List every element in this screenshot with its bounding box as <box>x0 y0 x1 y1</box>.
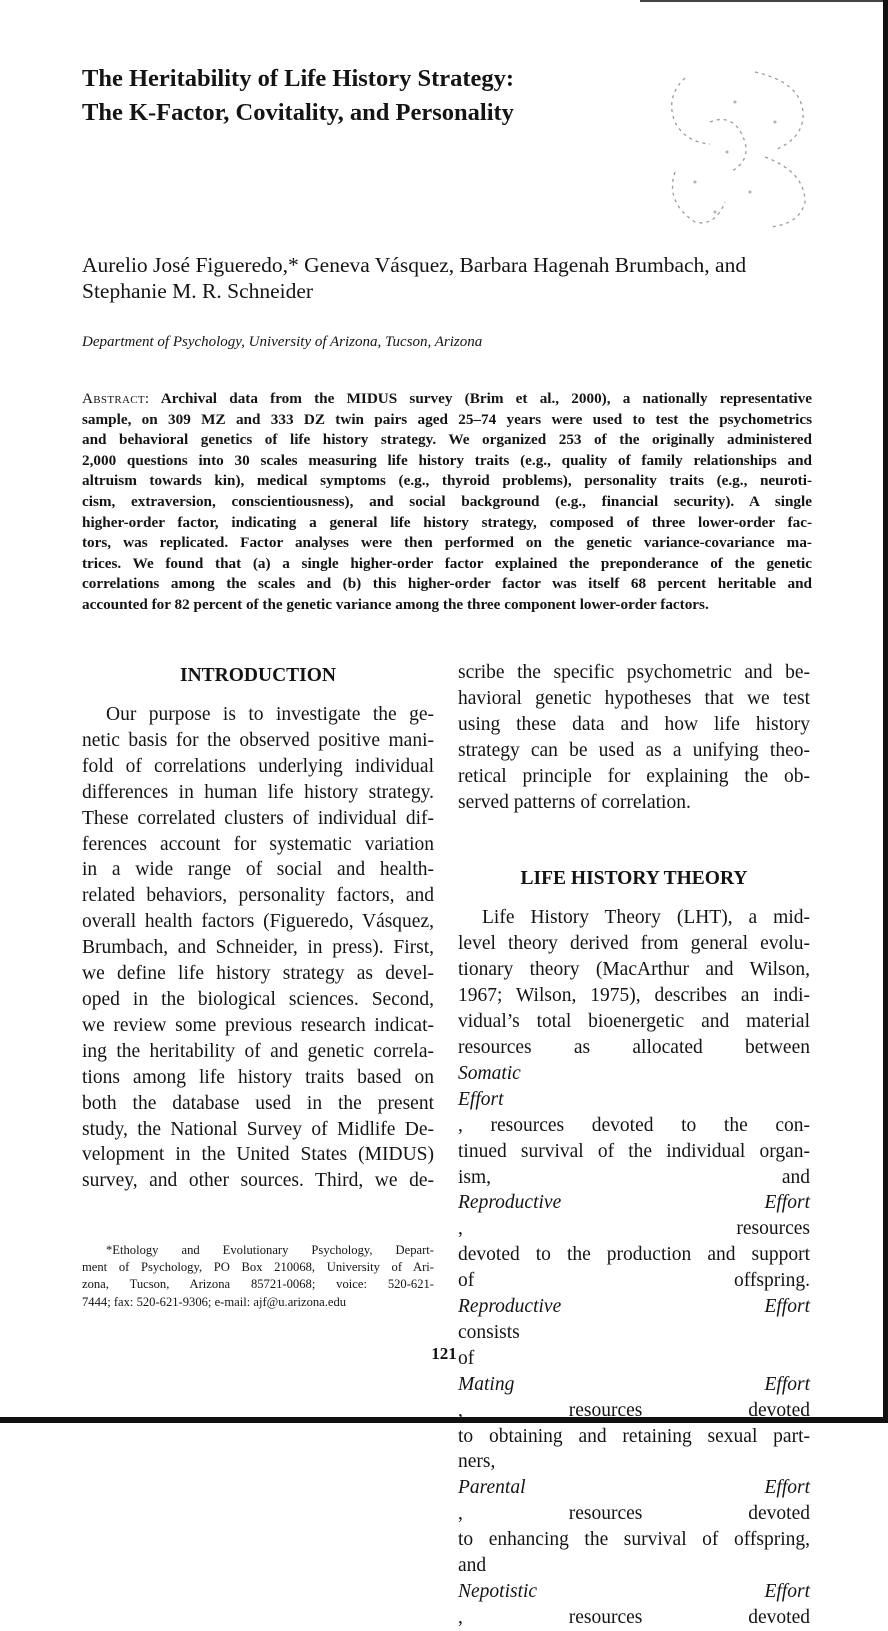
term-reproductive-effort: Reproductive Effort <box>458 1192 810 1214</box>
abstract-line: altruism towards kin), medical symptoms (e.g., thyroid problems), personality traits (e.g., neuroti- <box>82 472 812 490</box>
text-line: both the database used in the present <box>82 1092 434 1114</box>
text-line: ferences account for systematic variation <box>82 833 434 855</box>
introduction-paragraph <box>82 702 434 1194</box>
authors-line-2: Stephanie M. R. Schneider <box>82 279 314 303</box>
right-column <box>458 660 810 1631</box>
abstract-line: correlations among the scales and (b) this higher-order factor was itself 68 percent heritable and <box>82 575 812 593</box>
text-line: 1967; Wilson, 1975), describes an indi- <box>458 985 810 1007</box>
text-line: tinued survival of the individual organ- <box>458 1140 810 1162</box>
text-line: overall health factors (Figueredo, Vásquez, <box>82 911 434 933</box>
text-line: and Nepotistic Effort , resources devoted <box>458 1555 810 1628</box>
text-line: Effort , resources devoted to the con- <box>458 1088 810 1136</box>
text-line: tionary theory (MacArthur and Wilson, <box>458 959 810 981</box>
abstract-line: and behavioral genetics of life history strategy. We organized 253 of the originally administered <box>82 431 812 449</box>
term-effort: Effort <box>458 1088 504 1110</box>
text-line: we review some previous research indicat- <box>82 1014 434 1036</box>
text-line: oped in the biological sciences. Second, <box>82 988 434 1010</box>
text-line: retical principle for explaining the ob- <box>458 765 810 787</box>
term-reproductive-effort: Reproductive Effort <box>458 1296 810 1318</box>
text-line: devoted to the production and support <box>458 1244 810 1266</box>
text-line: havioral genetic hypotheses that we test <box>458 687 810 709</box>
text-line: These correlated clusters of individual dif- <box>82 807 434 829</box>
section-heading-introduction: INTRODUCTION <box>179 665 337 686</box>
abstract-line: higher-order factor, indicating a general life history strategy, composed of three lower-order fac- <box>82 513 812 531</box>
journal-logo-emblem-icon <box>655 62 815 230</box>
abstract-line: tors, was replicated. Factor analyses were then performed on the genetic variance-covariance ma- <box>82 534 812 552</box>
text-line: vidual’s total bioenergetic and material <box>458 1011 810 1033</box>
text-line: in a wide range of social and health- <box>82 859 434 881</box>
term-somatic: Somatic <box>458 1062 521 1084</box>
footnote-line: ment of Psychology, PO Box 210068, University of Ari- <box>82 1260 434 1275</box>
term-nepotistic-effort: Nepotistic Effort <box>458 1581 810 1602</box>
footnote-line: zona, Tucson, Arizona 85721-0068; voice: 520-621- <box>82 1277 434 1292</box>
text-line: using these data and how life history <box>458 713 810 735</box>
text-line: scribe the specific psychometric and be- <box>458 662 810 683</box>
affiliation: Department of Psychology, University of Arizona, Tucson, Arizona <box>82 334 483 350</box>
frame-right-edge <box>883 0 888 1423</box>
left-column <box>82 660 434 1194</box>
title-line-2: The K-Factor, Covitality, and Personality <box>82 99 514 126</box>
page-number: 121 <box>431 1344 457 1363</box>
abstract-line: Abstract: Archival data from the MIDUS survey (Brim et al., 2000), a nationally representative <box>82 390 812 407</box>
text-line: served patterns of correlation. <box>458 791 691 813</box>
text-line: differences in human life history strategy. <box>82 781 434 803</box>
text-line: we define life history strategy as devel- <box>82 963 434 985</box>
text-line: survey, and other sources. Third, we de- <box>82 1170 434 1192</box>
text-line: to obtaining and retaining sexual part- <box>458 1425 810 1447</box>
text-line: fold of correlations underlying individual <box>82 755 434 777</box>
introduction-continued-paragraph <box>458 660 810 815</box>
abstract-line: cism, extraversion, conscientiousness), and social background (e.g., financial security). A single <box>82 492 812 510</box>
text-line: ing the heritability of and genetic correla- <box>82 1040 434 1062</box>
term-parental-effort: Parental Effort <box>458 1477 810 1499</box>
text-line: ism, and Reproductive Effort , resources <box>458 1166 810 1240</box>
text-line: Brumbach, and Schneider, in press). First, <box>82 937 434 959</box>
term-mating: Mating <box>458 1373 515 1395</box>
text-line: Our purpose is to investigate the ge- <box>106 704 434 725</box>
abstract-line: accounted for 82 percent of the genetic variance among the three component lower-order factors. <box>82 595 709 613</box>
text-line: strategy can be used as a unifying theo- <box>458 739 810 761</box>
text-line: netic basis for the observed positive mani- <box>82 729 434 751</box>
text-line: velopment in the United States (MIDUS) <box>82 1144 434 1166</box>
abstract-line: trices. We found that (a) a single higher-order factor explained the preponderance of the genetic <box>82 554 812 572</box>
text-line: of Mating Effort , resources devoted <box>458 1347 810 1421</box>
author-list <box>82 252 842 304</box>
footnote-line: *Ethology and Evolutionary Psychology, Depart- <box>106 1243 434 1257</box>
abstract <box>82 389 812 616</box>
paper-title <box>82 62 642 130</box>
authors-line-1: Aurelio José Figueredo,* Geneva Vásquez, Barbara Hagenah Brumbach, and <box>82 253 747 277</box>
text-line: related behaviors, personality factors, and <box>82 885 434 907</box>
text-line: ners, Parental Effort , resources devoted <box>458 1451 810 1525</box>
frame-top-edge <box>640 0 888 2</box>
text-line: study, the National Survey of Midlife De- <box>82 1118 434 1140</box>
footnote <box>82 1242 434 1311</box>
text-line: Life History Theory (LHT), a mid- <box>482 907 810 929</box>
term-effort: Effort <box>764 1373 810 1395</box>
abstract-label: Abstract: <box>82 390 150 407</box>
text-line: of offspring. Reproductive Effort consists <box>458 1270 810 1343</box>
text-line: resources as allocated between Somatic <box>458 1036 810 1084</box>
lht-paragraph <box>458 905 810 1630</box>
abstract-line: 2,000 questions into 30 scales measuring life history traits (e.g., quality of family relationships and <box>82 451 812 469</box>
title-line-1: The Heritability of Life History Strategy: <box>82 65 515 92</box>
section-heading-life-history-theory: LIFE HISTORY THEORY <box>520 868 748 890</box>
footnote-line: 7444; fax: 520-621-9306; e-mail: ajf@u.arizona.edu <box>82 1294 347 1309</box>
text-line: level theory derived from general evolu- <box>458 933 810 955</box>
text-line: tions among life history traits based on <box>82 1066 434 1088</box>
text-line: to enhancing the survival of offspring, <box>458 1529 810 1551</box>
abstract-line: sample, on 309 MZ and 333 DZ twin pairs aged 25–74 years were used to test the psychometrics <box>82 410 812 428</box>
